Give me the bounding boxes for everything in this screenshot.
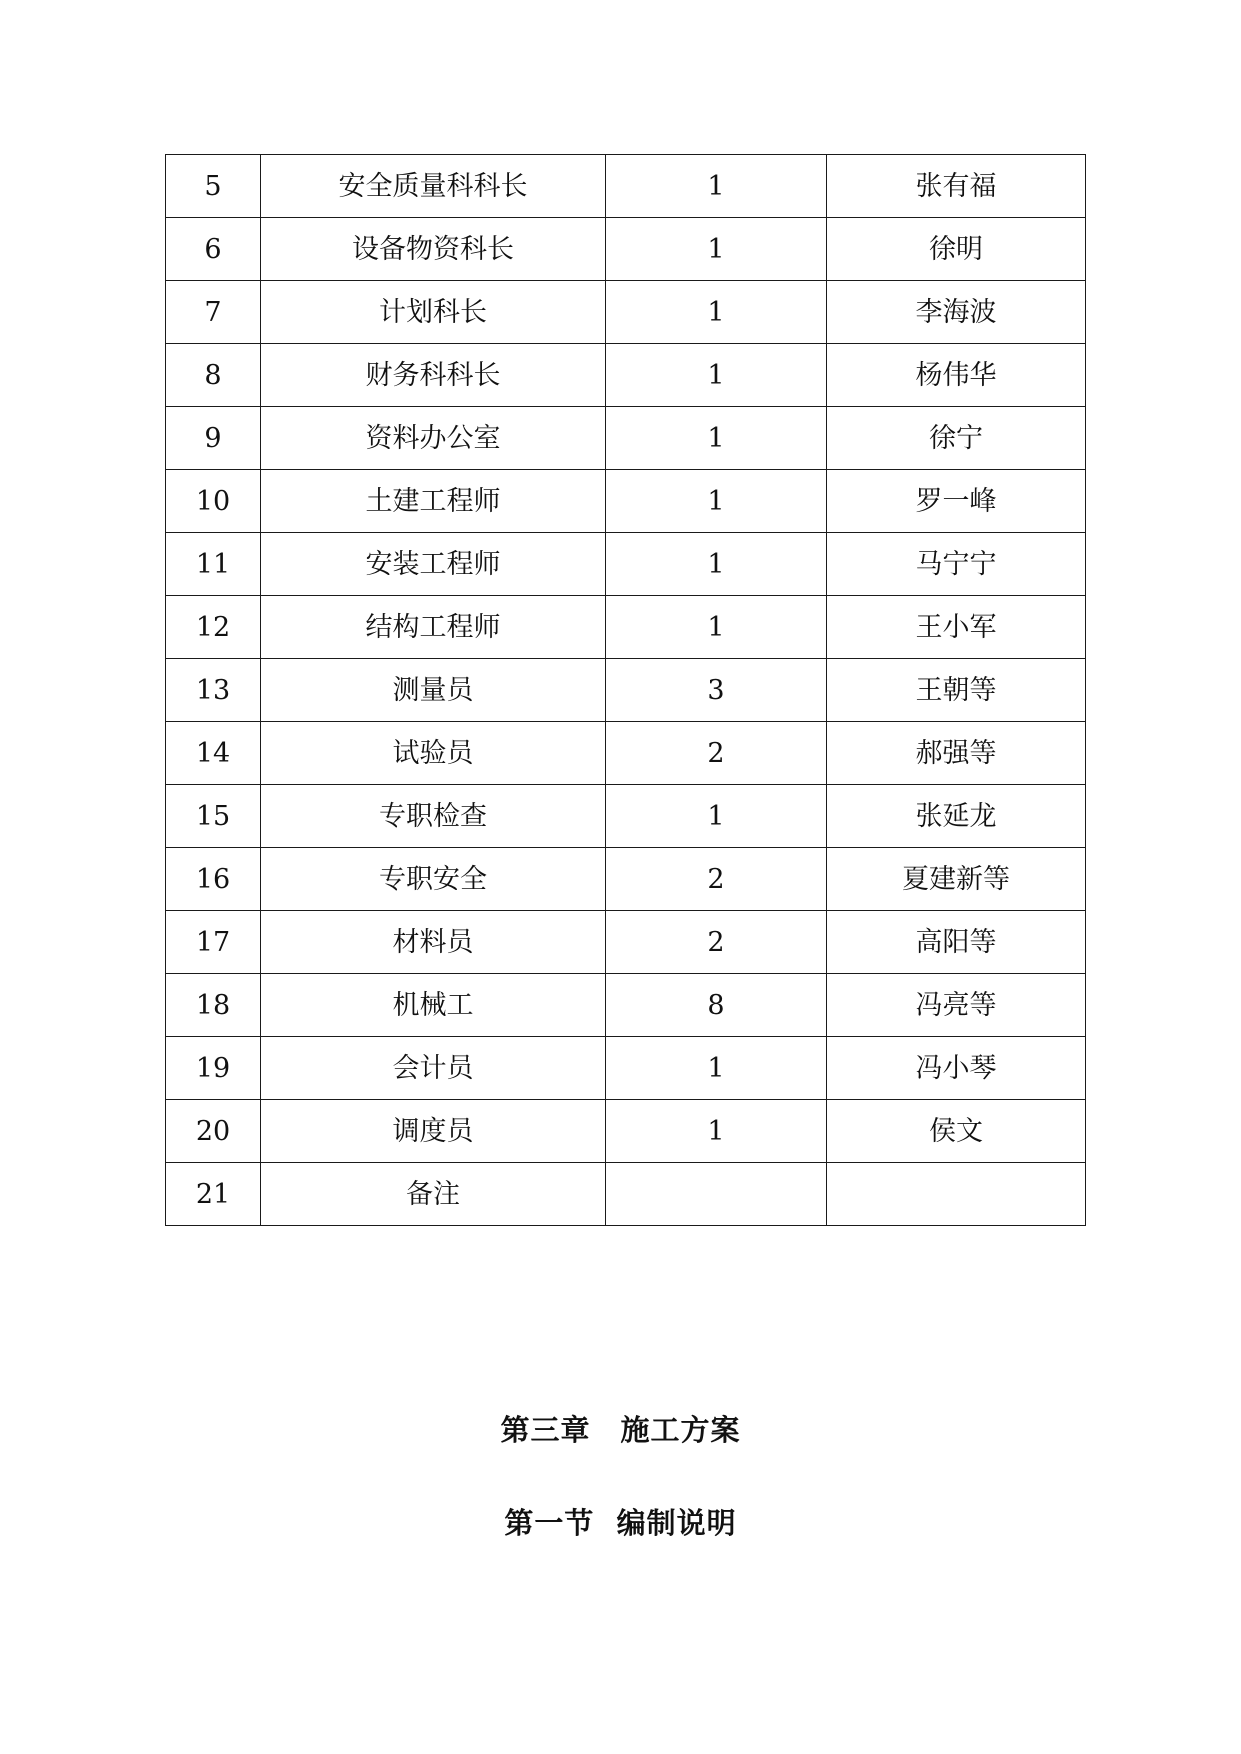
staff-name-cell: 李海波	[827, 281, 1086, 344]
headcount-cell: 1	[606, 1100, 827, 1163]
position-cell: 机械工	[261, 974, 606, 1037]
headcount-cell: 1	[606, 533, 827, 596]
headcount-cell: 1	[606, 785, 827, 848]
row-number-cell: 8	[166, 344, 261, 407]
table-row	[166, 659, 1086, 722]
headcount-cell: 1	[606, 1037, 827, 1100]
headcount-cell: 2	[606, 911, 827, 974]
row-number-cell: 5	[166, 155, 261, 218]
table-row	[166, 218, 1086, 281]
row-number-cell: 21	[166, 1163, 261, 1226]
position-cell: 测量员	[261, 659, 606, 722]
row-number-cell: 16	[166, 848, 261, 911]
row-number-cell: 19	[166, 1037, 261, 1100]
row-number-cell: 7	[166, 281, 261, 344]
row-number-cell: 11	[166, 533, 261, 596]
position-cell: 材料员	[261, 911, 606, 974]
table-row	[166, 470, 1086, 533]
row-number-cell: 14	[166, 722, 261, 785]
position-cell: 财务科科长	[261, 344, 606, 407]
staff-name-cell: 冯小琴	[827, 1037, 1086, 1100]
row-number-cell: 13	[166, 659, 261, 722]
headcount-cell: 8	[606, 974, 827, 1037]
position-cell: 设备物资科长	[261, 218, 606, 281]
row-number-cell: 6	[166, 218, 261, 281]
table-row	[166, 344, 1086, 407]
row-number-cell: 18	[166, 974, 261, 1037]
position-cell: 专职检查	[261, 785, 606, 848]
staff-name-cell: 高阳等	[827, 911, 1086, 974]
headcount-cell: 1	[606, 344, 827, 407]
row-number-cell: 15	[166, 785, 261, 848]
position-cell: 结构工程师	[261, 596, 606, 659]
staff-name-cell	[827, 1163, 1086, 1226]
row-number-cell: 12	[166, 596, 261, 659]
table-row	[166, 407, 1086, 470]
headcount-cell: 1	[606, 155, 827, 218]
staff-name-cell: 夏建新等	[827, 848, 1086, 911]
staff-name-cell: 侯文	[827, 1100, 1086, 1163]
staff-name-cell: 张延龙	[827, 785, 1086, 848]
position-cell: 备注	[261, 1163, 606, 1226]
staff-table	[165, 154, 1086, 1226]
position-cell: 安装工程师	[261, 533, 606, 596]
table-row	[166, 281, 1086, 344]
headcount-cell: 1	[606, 281, 827, 344]
position-cell: 试验员	[261, 722, 606, 785]
table-row	[166, 1163, 1086, 1226]
chapter-heading: 第三章 施工方案	[500, 1413, 741, 1447]
staff-table-body	[166, 155, 1086, 1226]
staff-name-cell: 杨伟华	[827, 344, 1086, 407]
headcount-cell: 1	[606, 470, 827, 533]
staff-name-cell: 徐宁	[827, 407, 1086, 470]
headcount-cell: 1	[606, 596, 827, 659]
staff-name-cell: 徐明	[827, 218, 1086, 281]
table-row	[166, 722, 1086, 785]
row-number-cell: 20	[166, 1100, 261, 1163]
headcount-cell: 2	[606, 848, 827, 911]
table-row	[166, 848, 1086, 911]
headcount-cell: 1	[606, 407, 827, 470]
headcount-cell: 3	[606, 659, 827, 722]
position-cell: 调度员	[261, 1100, 606, 1163]
table-row	[166, 785, 1086, 848]
headcount-cell: 1	[606, 218, 827, 281]
headcount-cell: 2	[606, 722, 827, 785]
staff-name-cell: 罗一峰	[827, 470, 1086, 533]
row-number-cell: 10	[166, 470, 261, 533]
staff-name-cell: 马宁宁	[827, 533, 1086, 596]
staff-name-cell: 王朝等	[827, 659, 1086, 722]
table-row	[166, 974, 1086, 1037]
table-row	[166, 911, 1086, 974]
row-number-cell: 9	[166, 407, 261, 470]
table-row	[166, 1037, 1086, 1100]
table-row	[166, 155, 1086, 218]
headcount-cell	[606, 1163, 827, 1226]
staff-name-cell: 郝强等	[827, 722, 1086, 785]
row-number-cell: 17	[166, 911, 261, 974]
position-cell: 资料办公室	[261, 407, 606, 470]
table-row	[166, 533, 1086, 596]
staff-name-cell: 张有福	[827, 155, 1086, 218]
position-cell: 土建工程师	[261, 470, 606, 533]
table-row	[166, 1100, 1086, 1163]
position-cell: 安全质量科科长	[261, 155, 606, 218]
position-cell: 专职安全	[261, 848, 606, 911]
staff-name-cell: 冯亮等	[827, 974, 1086, 1037]
table-row	[166, 596, 1086, 659]
staff-name-cell: 王小军	[827, 596, 1086, 659]
section-heading: 第一节 编制说明	[504, 1506, 737, 1540]
position-cell: 计划科长	[261, 281, 606, 344]
position-cell: 会计员	[261, 1037, 606, 1100]
